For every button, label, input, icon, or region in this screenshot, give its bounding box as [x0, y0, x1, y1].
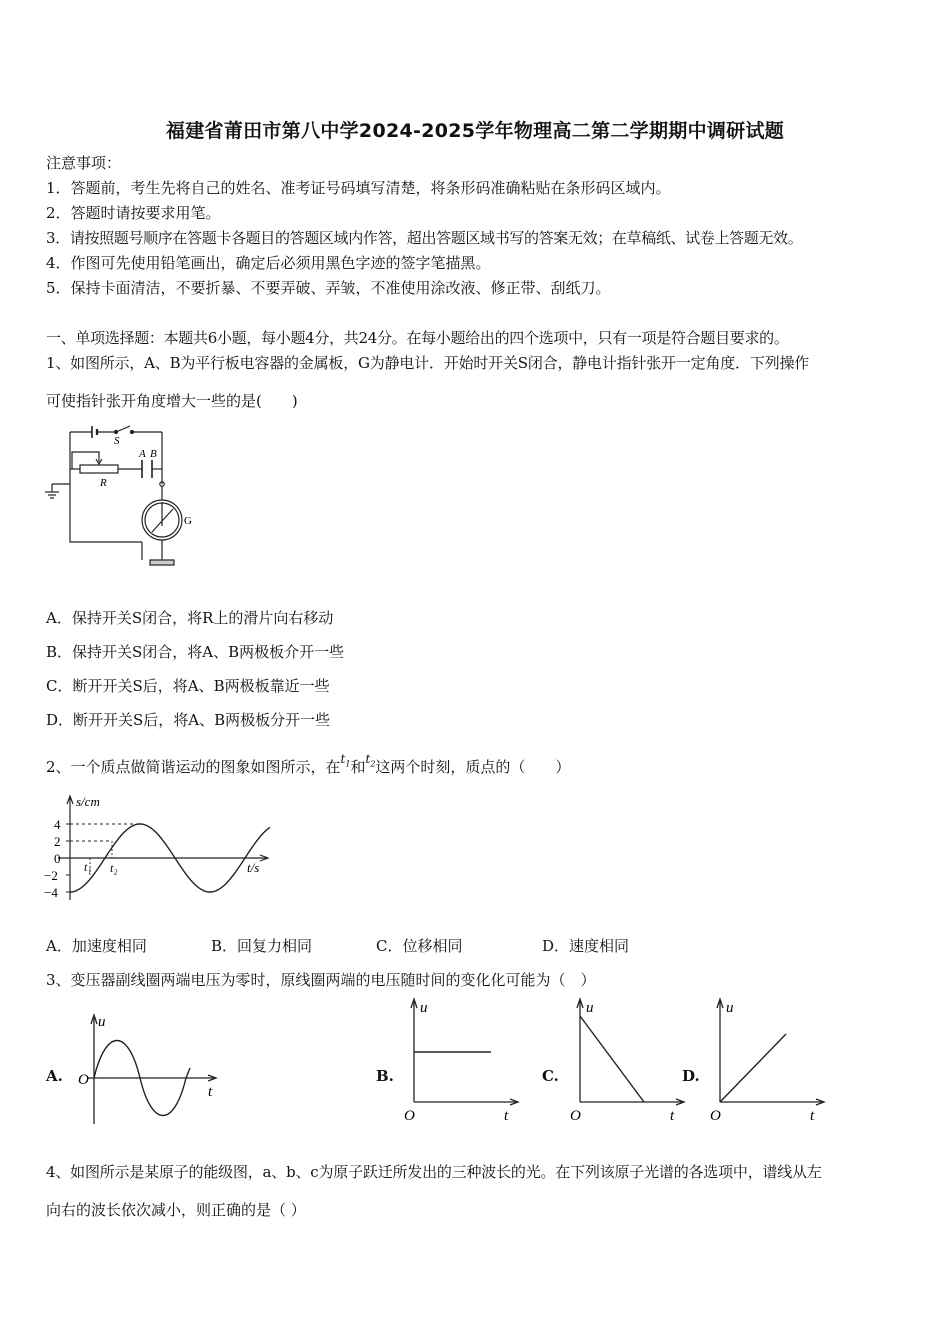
- notice-item-4: 4．作图可先使用铅笔画出，确定后必须用黑色字迹的签字笔描黑。: [46, 254, 491, 272]
- section-heading: 一、单项选择题：本题共6小题，每小题4分，共24分。在每小题给出的四个选项中，只有一项是符合题目要求的。: [46, 329, 789, 347]
- q2-stem: [46, 752, 571, 777]
- notice-item-1: 1．答题前，考生先将自己的姓名、准考证号码填写清楚，将条形码准确粘贴在条形码区域内。: [46, 179, 671, 197]
- q2-option-a: A．加速度相同: [46, 937, 147, 955]
- y-tick-neg4: −4: [44, 885, 58, 900]
- t1-marker: t₁: [84, 860, 92, 874]
- q1-option-d: D．断开开关S后，将A、B两极板分开一些: [46, 711, 331, 729]
- q3b-origin: O: [404, 1108, 415, 1124]
- q1-option-c: C．断开开关S后，将A、B两极板靠近一些: [46, 677, 330, 695]
- q4-stem-line1: 4、如图所示是某原子的能级图，a、b、c为原子跃迁所发出的三种波长的光。在下列该原子光谱的各选项中，谱线从左: [46, 1163, 822, 1181]
- q3a-u-label: u: [98, 1014, 106, 1030]
- q3c-t-label: t: [670, 1108, 675, 1124]
- q3d-t-label: t: [810, 1108, 815, 1124]
- q2-stem-after: 这两个时刻，质点的（ ）: [375, 758, 571, 776]
- q3-graph-c: [562, 994, 692, 1124]
- q3-stem: 3、变压器副线圈两端电压为零时，原线圈两端的电压随时间的变化化可能为（ ）: [46, 971, 596, 989]
- q3d-u-label: u: [726, 1000, 734, 1016]
- q3-graph-d: [702, 994, 832, 1124]
- notice-item-5: 5．保持卡面清洁，不要折暴、不要弄破、弄皱，不准使用涂改液、修正带、刮纸刀。: [46, 279, 611, 297]
- q3-option-c: C.: [542, 1067, 559, 1085]
- q2-option-d: D．速度相同: [542, 937, 630, 955]
- q3d-origin: O: [710, 1108, 721, 1124]
- notice-item-3: 3．请按照题号顺序在答题卡各题目的答题区域内作答，超出答题区域书写的答案无效；在草稿纸、试卷上答题无效。: [46, 229, 803, 247]
- q2-stem-mid: 和: [350, 758, 366, 776]
- q2-t2: t2: [365, 752, 376, 769]
- x-axis-label: t/s: [247, 860, 260, 875]
- q1-option-a: A．保持开关S闭合，将R上的滑片向右移动: [46, 609, 334, 627]
- y-axis-label: s/cm: [76, 794, 100, 809]
- y-tick-2: 2: [54, 834, 61, 849]
- y-tick-0: 0: [54, 851, 61, 866]
- q1-circuit-figure: [42, 422, 202, 572]
- q2-option-c: C．位移相同: [376, 937, 463, 955]
- q3a-origin: O: [78, 1072, 89, 1088]
- q3-option-b: B.: [376, 1067, 394, 1085]
- q1-option-b: B．保持开关S闭合，将A、B两极板介开一些: [46, 643, 345, 661]
- plate-b-label: B: [150, 448, 157, 460]
- q2-t1: t1: [340, 752, 351, 769]
- q2-shm-chart: [40, 790, 280, 910]
- q3a-t-label: t: [208, 1084, 213, 1100]
- q2-option-b: B．回复力相同: [211, 937, 313, 955]
- plate-a-label: A: [139, 448, 146, 460]
- q3c-origin: O: [570, 1108, 581, 1124]
- notice-item-2: 2．答题时请按要求用笔。: [46, 204, 221, 222]
- q1-stem-line2: 可使指针张开角度增大一些的是( ): [46, 392, 298, 410]
- page-title: 福建省莆田市第八中学2024-2025学年物理高二第二学期期中调研试题: [165, 120, 785, 142]
- q4-stem-line2: 向右的波长依次减小，则正确的是（ ）: [46, 1201, 306, 1219]
- switch-label: S: [114, 435, 120, 447]
- resistor-label: R: [100, 477, 107, 489]
- q3b-u-label: u: [420, 1000, 428, 1016]
- q3-graph-b: [396, 994, 526, 1124]
- q3-graph-a: [66, 1008, 226, 1128]
- q3-option-a: A.: [46, 1067, 63, 1085]
- q1-stem-line1: 1、如图所示，A、B为平行板电容器的金属板，G为静电计．开始时开关S闭合，静电计指针张开一定角度．下列操作: [46, 354, 810, 372]
- y-tick-4: 4: [54, 817, 61, 832]
- q3b-t-label: t: [504, 1108, 509, 1124]
- t2-marker: t₂: [110, 861, 118, 875]
- notice-heading: 注意事项：: [46, 154, 122, 172]
- meter-label: G: [184, 515, 192, 527]
- y-tick-neg2: −2: [44, 868, 58, 883]
- q3-option-d: D.: [682, 1067, 700, 1085]
- q2-stem-before: 2、一个质点做简谐运动的图象如图所示，在: [46, 758, 341, 776]
- q3c-u-label: u: [586, 1000, 594, 1016]
